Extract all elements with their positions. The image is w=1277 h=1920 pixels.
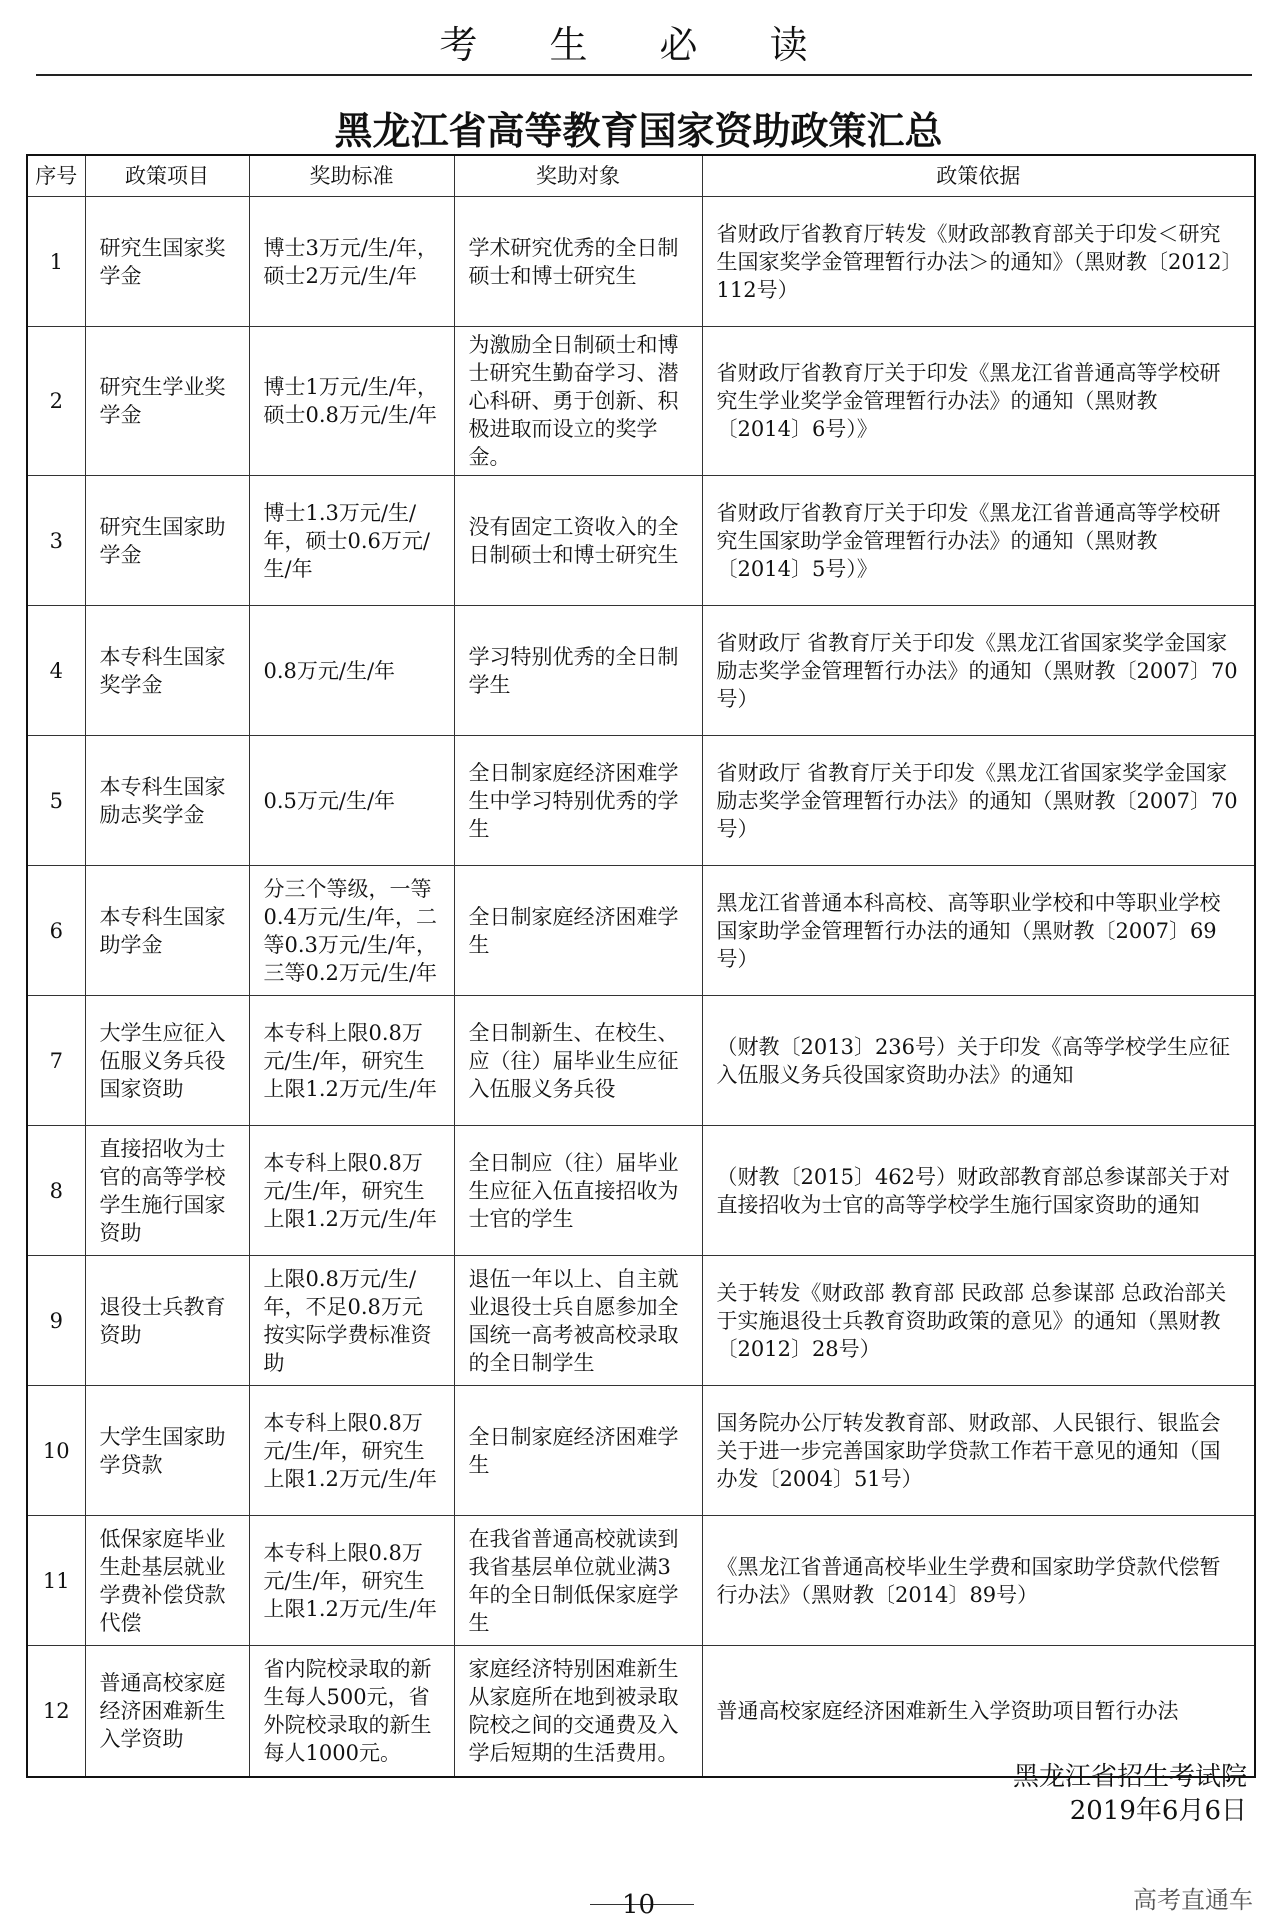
award-standard: 0.8万元/生/年 [249, 606, 454, 736]
header-title: 考 生 必 读 [439, 23, 838, 67]
corner-watermark: 高考直通车 [1133, 1886, 1253, 1914]
policy-basis: （财教〔2013〕236号）关于印发《高等学校学生应征入伍服义务兵役国家资助办法》的通知 [702, 996, 1255, 1126]
row-number: 11 [27, 1516, 85, 1646]
award-standard: 博士1万元/生/年，硕士0.8万元/生/年 [249, 327, 454, 476]
policy-item: 低保家庭毕业生赴基层就业学费补偿贷款代偿 [85, 1516, 249, 1646]
table-row [27, 1516, 1255, 1646]
signature-block [1013, 1760, 1247, 1828]
page-header [0, 0, 1277, 76]
award-standard: 本专科上限0.8万元/生/年，研究生上限1.2万元/生/年 [249, 1516, 454, 1646]
issuing-organization: 黑龙江省招生考试院 [1012, 1762, 1247, 1792]
policy-item: 本专科生国家奖学金 [85, 606, 249, 736]
policy-item: 本专科生国家助学金 [85, 866, 249, 996]
award-target: 家庭经济特别困难新生从家庭所在地到被录取院校之间的交通费及入学后短期的生活费用。 [454, 1646, 702, 1777]
table-row [27, 736, 1255, 866]
policy-basis: 关于转发《财政部 教育部 民政部 总参谋部 总政治部关于实施退役士兵教育资助政策的意见》的通知（黑财教〔2012〕28号） [702, 1256, 1255, 1386]
row-number: 2 [27, 327, 85, 476]
header-divider [36, 74, 1252, 76]
page-number: 10 [621, 1890, 656, 1920]
policy-basis: 黑龙江省普通本科高校、高等职业学校和中等职业学校国家助学金管理暂行办法的通知（黑财教〔2007〕69号） [702, 866, 1255, 996]
award-target: 学术研究优秀的全日制硕士和博士研究生 [454, 197, 702, 327]
policy-basis: （财教〔2015〕462号）财政部教育部总参谋部关于对直接招收为士官的高等学校学生施行国家资助的通知 [702, 1126, 1255, 1256]
policy-basis: 省财政厅省教育厅关于印发《黑龙江省普通高等学校研究生国家助学金管理暂行办法》的通知（黑财教〔2014〕5号）》 [702, 476, 1255, 606]
award-target: 全日制新生、在校生、应（往）届毕业生应征入伍服义务兵役 [454, 996, 702, 1126]
policy-item: 直接招收为士官的高等学校学生施行国家资助 [85, 1126, 249, 1256]
policy-item: 研究生国家助学金 [85, 476, 249, 606]
award-target: 退伍一年以上、自主就业退役士兵自愿参加全国统一高考被高校录取的全日制学生 [454, 1256, 702, 1386]
row-number: 10 [27, 1386, 85, 1516]
row-number: 12 [27, 1646, 85, 1777]
award-target: 全日制应（往）届毕业生应征入伍直接招收为士官的学生 [454, 1126, 702, 1256]
table-row [27, 197, 1255, 327]
award-standard: 本专科上限0.8万元/生/年，研究生上限1.2万元/生/年 [249, 1126, 454, 1256]
table-row [27, 606, 1255, 736]
row-number: 8 [27, 1126, 85, 1256]
row-number: 7 [27, 996, 85, 1126]
award-standard: 博士3万元/生/年，硕士2万元/生/年 [249, 197, 454, 327]
row-number: 5 [27, 736, 85, 866]
policy-basis: 普通高校家庭经济困难新生入学资助项目暂行办法 [702, 1646, 1255, 1777]
award-target: 全日制家庭经济困难学生 [454, 866, 702, 996]
policy-basis: 省财政厅 省教育厅关于印发《黑龙江省国家奖学金国家励志奖学金管理暂行办法》的通知（黑财教〔2007〕70号） [702, 606, 1255, 736]
table-row [27, 866, 1255, 996]
policy-item: 退役士兵教育资助 [85, 1256, 249, 1386]
award-target: 全日制家庭经济困难学生中学习特别优秀的学生 [454, 736, 702, 866]
policy-item: 研究生国家奖学金 [85, 197, 249, 327]
award-target: 没有固定工资收入的全日制硕士和博士研究生 [454, 476, 702, 606]
table-row [27, 327, 1255, 476]
table-row [27, 996, 1255, 1126]
column-header: 政策项目 [85, 155, 249, 197]
policy-item: 普通高校家庭经济困难新生入学资助 [85, 1646, 249, 1777]
award-standard: 本专科上限0.8万元/生/年，研究生上限1.2万元/生/年 [249, 996, 454, 1126]
policy-basis: 《黑龙江省普通高校毕业生学费和国家助学贷款代偿暂行办法》（黑财教〔2014〕89号） [702, 1516, 1255, 1646]
table-row [27, 1386, 1255, 1516]
award-standard: 分三个等级，一等0.4万元/生/年，二等0.3万元/生/年，三等0.2万元/生/年 [249, 866, 454, 996]
award-target: 全日制家庭经济困难学生 [454, 1386, 702, 1516]
column-header: 政策依据 [702, 155, 1255, 197]
award-standard: 本专科上限0.8万元/生/年，研究生上限1.2万元/生/年 [249, 1386, 454, 1516]
policy-item: 本专科生国家励志奖学金 [85, 736, 249, 866]
column-header: 奖助对象 [454, 155, 702, 197]
column-header: 奖助标准 [249, 155, 454, 197]
table-row [27, 1646, 1255, 1777]
row-number: 6 [27, 866, 85, 996]
policy-table [26, 154, 1256, 1778]
policy-basis: 省财政厅省教育厅转发《财政部教育部关于印发＜研究生国家奖学金管理暂行办法＞的通知》（黑财教〔2012〕112号） [702, 197, 1255, 327]
row-number: 4 [27, 606, 85, 736]
table-header-row [27, 155, 1255, 197]
policy-basis: 国务院办公厅转发教育部、财政部、人民银行、银监会关于进一步完善国家助学贷款工作若干意见的通知（国办发〔2004〕51号） [702, 1386, 1255, 1516]
policy-basis: 省财政厅省教育厅关于印发《黑龙江省普通高等学校研究生学业奖学金管理暂行办法》的通知（黑财教〔2014〕6号）》 [702, 327, 1255, 476]
policy-item: 研究生学业奖学金 [85, 327, 249, 476]
award-standard: 省内院校录取的新生每人500元，省外院校录取的新生每人1000元。 [249, 1646, 454, 1777]
table-row [27, 476, 1255, 606]
award-standard: 博士1.3万元/生/年，硕士0.6万元/生/年 [249, 476, 454, 606]
table-row [27, 1256, 1255, 1386]
issue-date: 2019年6月6日 [1069, 1796, 1247, 1826]
row-number: 1 [27, 197, 85, 327]
table-row [27, 1126, 1255, 1256]
row-number: 9 [27, 1256, 85, 1386]
award-target: 为激励全日制硕士和博士研究生勤奋学习、潜心科研、勇于创新、积极进取而设立的奖学金。 [454, 327, 702, 476]
document-title: 黑龙江省高等教育国家资助政策汇总 [334, 109, 943, 153]
policy-basis: 省财政厅 省教育厅关于印发《黑龙江省国家奖学金国家励志奖学金管理暂行办法》的通知（黑财教〔2007〕70号） [702, 736, 1255, 866]
award-target: 在我省普通高校就读到我省基层单位就业满3年的全日制低保家庭学生 [454, 1516, 702, 1646]
policy-item: 大学生应征入伍服义务兵役国家资助 [85, 996, 249, 1126]
row-number: 3 [27, 476, 85, 606]
award-standard: 上限0.8万元/生/年，不足0.8万元按实际学费标准资助 [249, 1256, 454, 1386]
award-standard: 0.5万元/生/年 [249, 736, 454, 866]
award-target: 学习特别优秀的全日制学生 [454, 606, 702, 736]
column-header: 序号 [27, 155, 85, 197]
policy-item: 大学生国家助学贷款 [85, 1386, 249, 1516]
